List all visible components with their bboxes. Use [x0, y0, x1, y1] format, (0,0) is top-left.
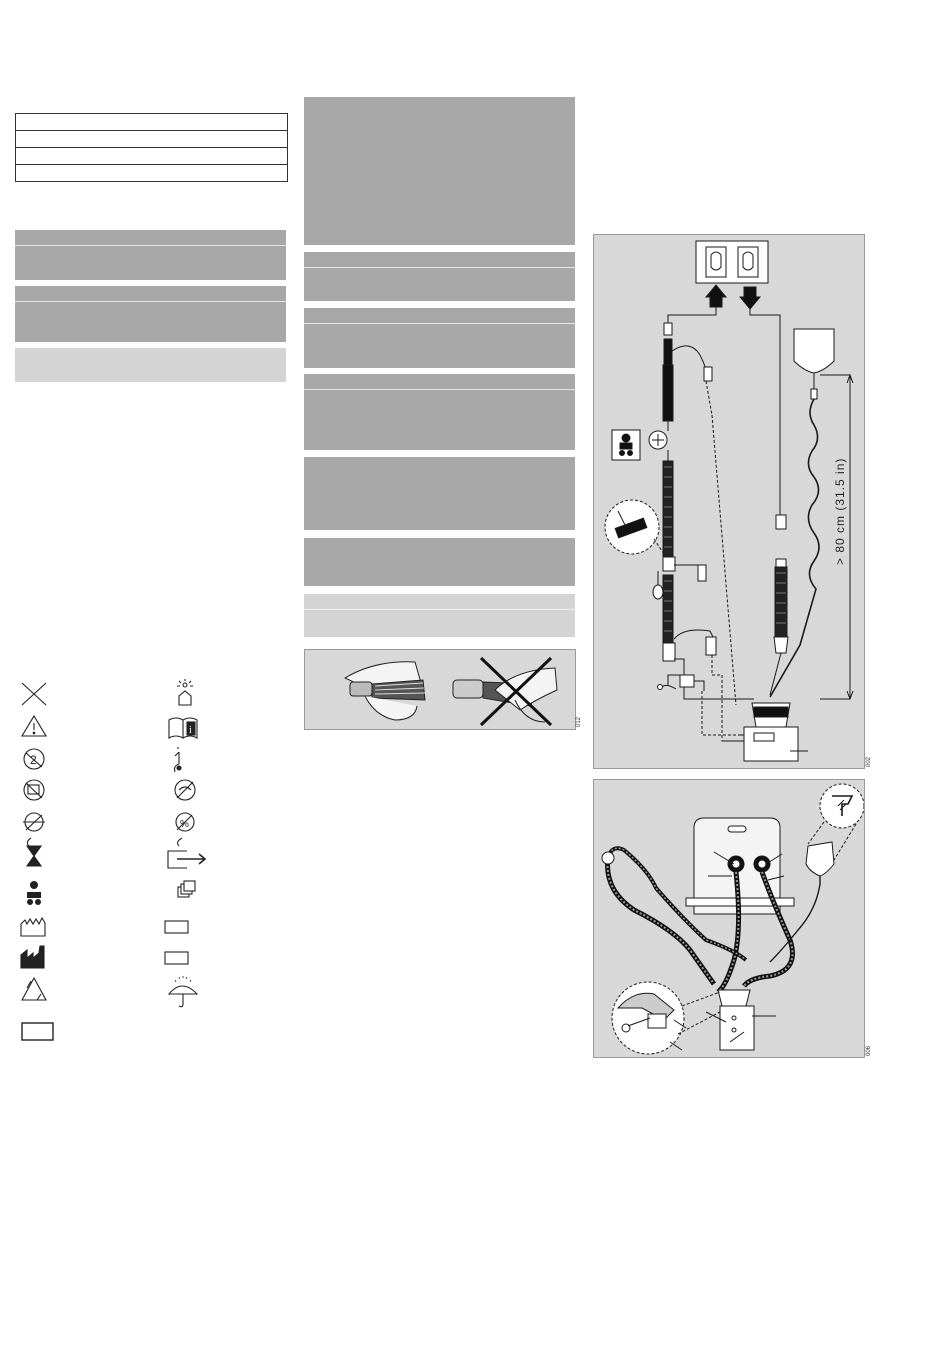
- infant-icon: [27, 881, 41, 905]
- keep-dry-icon: [169, 976, 197, 1007]
- svg-text:i: i: [189, 725, 192, 736]
- figure-number: 012: [576, 716, 582, 727]
- label-box-icon: [22, 1023, 53, 1040]
- redacted-text-block: [15, 230, 286, 280]
- redacted-text-block: [15, 286, 286, 342]
- table-row: [16, 131, 287, 148]
- redacted-text-block: [304, 374, 575, 450]
- expiry-date-icon: [27, 846, 41, 866]
- output-icon: [168, 851, 205, 868]
- single-use-icon: [24, 749, 44, 769]
- dimension-label: > 80 cm (31.5 in): [833, 457, 847, 565]
- redacted-text-block: [15, 348, 286, 382]
- table-row: [16, 114, 287, 131]
- ruled-table: [15, 113, 288, 182]
- non-sterile-icon: [23, 813, 45, 846]
- redacted-text-block: [304, 252, 575, 301]
- table-row: [16, 148, 287, 165]
- catalogue-box-icon: [165, 921, 188, 933]
- manufacture-date-icon: [21, 918, 45, 936]
- svg-text:%: %: [180, 819, 189, 830]
- humidity-limit-icon: [176, 813, 194, 846]
- quantity-icon: [178, 881, 195, 897]
- warning-icon: [22, 716, 46, 736]
- redacted-text-block: [304, 308, 575, 368]
- recycling-icon: [22, 978, 46, 1000]
- do-not-use-if-damaged-icon: [24, 780, 44, 800]
- figure-circuit-photo: [593, 779, 865, 1058]
- figure-circuit-setup: [593, 234, 865, 769]
- symbol-table: [15, 678, 290, 1048]
- latex-free-icon: [175, 780, 195, 800]
- redacted-text-block: [304, 97, 575, 245]
- do-not-reuse-icon: [22, 683, 46, 705]
- redacted-text-block: [304, 538, 575, 586]
- figure-number: 002: [866, 756, 872, 767]
- consult-instructions-icon: [169, 718, 197, 738]
- lot-box-icon: [165, 952, 188, 964]
- figure-number: 006: [866, 1045, 872, 1056]
- redacted-text-block: [304, 594, 575, 637]
- table-row: [16, 165, 287, 182]
- figure-hose-connection: [304, 649, 576, 730]
- svg-text:2: 2: [30, 753, 37, 767]
- manufacturer-icon: [21, 946, 44, 968]
- redacted-text-block: [304, 457, 575, 530]
- keep-away-from-sunlight-icon: [177, 679, 193, 705]
- temperature-limit-icon: [175, 748, 182, 772]
